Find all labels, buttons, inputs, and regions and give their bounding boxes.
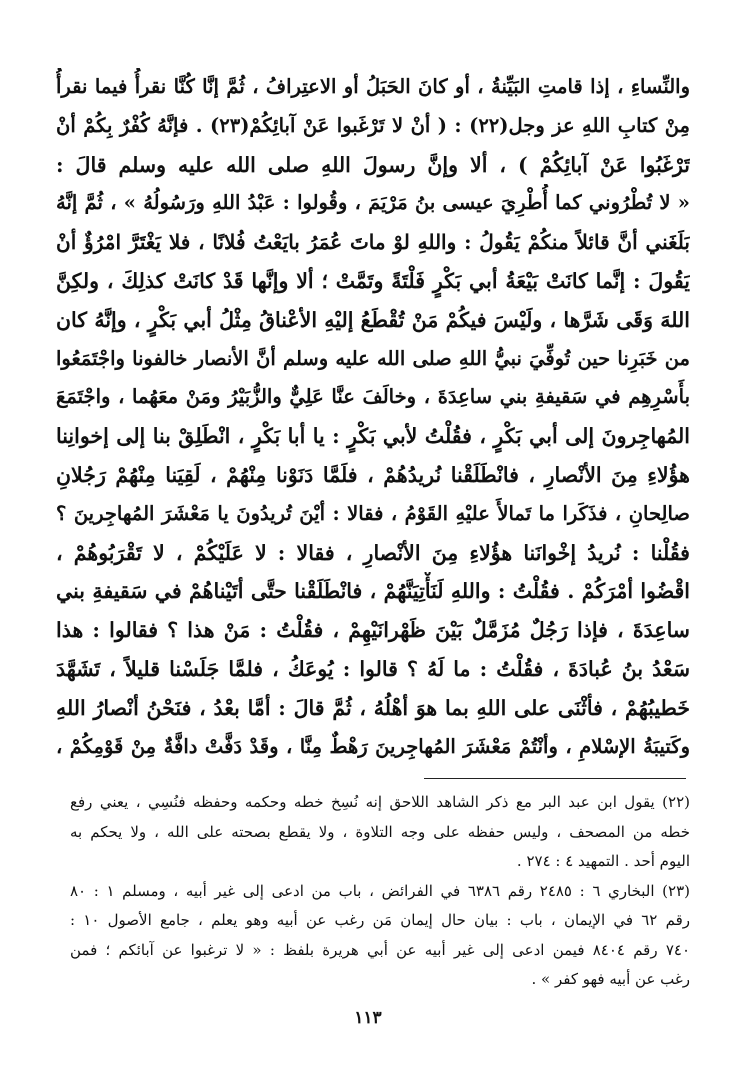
main-text-line: سَعْدُ بنُ عُبادَةَ ، فقُلْتُ : ما لَهُ ؟ قالوا : يُوعَكُ ، فلمَّا جَلَسْنا قليلاً ، تَشَهَّدَ — [56, 656, 690, 681]
footnote-line: (٢٢) يقول ابن عبد البر مع ذكر الشاهد اللاحق إنه نُسِخ خطه وحكمه وحفظه فنُسِي ، يعني رفع — [70, 793, 690, 811]
footnote-23 — [70, 877, 690, 995]
main-text-line: بأَسْرِهِم في سَقيفةِ بني ساعِدَةَ ، وخالَفَ عنَّا عَلِيٌّ والزُّبَيْرُ ومَنْ معَهُما ، واجْتَمَعَ — [56, 385, 690, 409]
main-text-line: اقْضُوا أمْرَكُمْ . فقُلْتُ : واللهِ لَنَأْتِيَنَّهُمْ ، فانْطَلَقْنا حتَّى أتَيْناهُمْ في سَقيفةِ بني — [56, 579, 690, 604]
main-text-line: تَرْغَبُوا عَنْ آبائِكُمْ ) ، ألا وإنَّ رسولَ اللهِ صلى الله عليه وسلم قالَ : — [56, 152, 690, 177]
main-text-line: المُهاجِرونَ إلى أبي بَكْرٍ ، فقُلْتُ لأبي بَكْرٍ : يا أبا بَكْرٍ ، انْطَلِقْ بنا إلى إخوانِنا — [56, 424, 690, 449]
footnote-line: اليوم أحد . التمهيد ٤ : ٢٧٤ . — [516, 852, 690, 870]
main-text-line: هؤُلاءِ مِنَ الأنْصارِ ، فانْطَلَقْنا نُريدُهُمْ ، فلَمَّا دَنَوْنا مِنْهُمْ ، لَقِيَنا مِنْهُمْ رَجُلانِ — [56, 462, 690, 487]
footnote-line: رغب عن أبيه فهو كفر » . — [531, 970, 690, 988]
main-text-line: يَقُولَ : إنَّما كانَتْ بَيْعَةُ أبي بَكْرٍ فَلْتَةً وتَمَّتْ ؛ ألا وإنَّها قَدْ كانَتْ كذلِكَ ، ولكِنَّ — [56, 268, 690, 293]
main-text-line: خَطيبُهُمْ ، فأثْنَى على اللهِ بما هوَ أهْلُهُ ، ثُمَّ قالَ : أمَّا بعْدُ ، فنَحْنُ أنْصارُ اللهِ — [56, 695, 690, 720]
main-text-line: والنِّساءِ ، إذا قامتِ البَيِّنةُ ، أو كانَ الحَبَلُ أو الاعتِرافُ ، ثُمَّ إنَّا كُنَّا نقرأُ فيما نقرأُ — [56, 75, 690, 98]
main-text-line: من خَبَرِنا حين تُوفِّيَ نبيُّ اللهِ صلى الله عليه وسلم أنَّ الأنصار خالفونا واجْتَمَعُوا — [56, 346, 690, 370]
footnote-divider — [424, 778, 686, 779]
main-text-line: مِنْ كتابِ اللهِ عز وجل(٢٢) : ( أنْ لا تَرْغَبوا عَنْ آبائِكُمْ(٢٣) . فإنَّهُ كُفْرٌ بِكُمْ أنْ — [56, 113, 690, 137]
main-text-line: وكَتيبَةُ الإسْلامِ ، وأنْتُمْ مَعْشَرَ المُهاجِرينَ رَهْطٌ مِنَّا ، وقَدْ دَفَّتْ دافَّةٌ مِنْ قَوْمِكُمْ ، — [56, 734, 690, 758]
footnote-line: خطه من المصحف ، وليس حفظه على وجه التلاوة ، ولا يقطع بصحته على الله ، ولا يحكم به — [70, 822, 690, 841]
main-text-line: اللهَ وَقَى شَرَّها ، ولَيْسَ فيكُمْ مَنْ تُقْطَعُ إليْهِ الأعْناقُ مِثْلُ أبي بَكْرٍ ، وإنَّهُ كان — [56, 307, 690, 332]
footnote-line: ٧٤٠ رقم ٨٤٠٤ فيمن ادعى إلى غير أبيه عن أبي هريرة بلفظ : « لا ترغبوا عن آبائكم ؛ فمن — [70, 940, 690, 959]
main-text-line: بَلَغَني أنَّ قائلاً منكُمْ يَقُولُ : واللهِ لوْ ماتَ عُمَرُ بايَعْتُ فُلانًا ، فلا يَغْتَرَّ امْرُؤٌ أنْ — [56, 230, 690, 255]
main-text-line: فقُلْنا : نُريدُ إخْوانَنا هؤُلاءِ مِنَ الأنْصارِ ، فقالا : لا عَلَيْكُمْ ، لا تَقْرَبُوهُمْ ، — [56, 540, 690, 565]
main-text-line: ساعِدَةَ ، فإذا رَجُلٌ مُزَمَّلٌ بَيْنَ ظَهْرانَيْهِمْ ، فقُلْتُ : مَنْ هذا ؟ فقالوا : هذا — [56, 618, 690, 643]
page-number: ١١٣ — [354, 1008, 382, 1028]
footnote-22 — [70, 788, 690, 877]
footnote-line: (٢٣) البخاري ٦ : ٢٤٨٥ رقم ٦٣٨٦ في الفرائض ، باب من ادعى إلى غير أبيه ، ومسلم ١ : ٨٠ — [70, 881, 690, 900]
main-text-line: صالِحانِ ، فذَكَرا ما تَمالأَ عليْهِ القَوْمُ ، فقالا : أيْنَ تُريدُونَ يا مَعْشَرَ المُهاجِرينَ ؟ — [56, 501, 690, 525]
main-text-block — [56, 68, 690, 766]
footnote-line: رقم ٦٢ في الإيمان ، باب : بيان حال إيمان مَن رغب عن أبيه وهو يعلم ، جامع الأصول ١٠ : — [70, 911, 690, 929]
footnotes-block — [70, 788, 690, 995]
main-text-line: « لا تُطْرُوني كما أُطْرِيَ عيسى بنُ مَرْيَمَ ، وقُولوا : عَبْدُ اللهِ ورَسُولُهُ » ، ثُمَّ إنَّهُ — [56, 191, 690, 215]
